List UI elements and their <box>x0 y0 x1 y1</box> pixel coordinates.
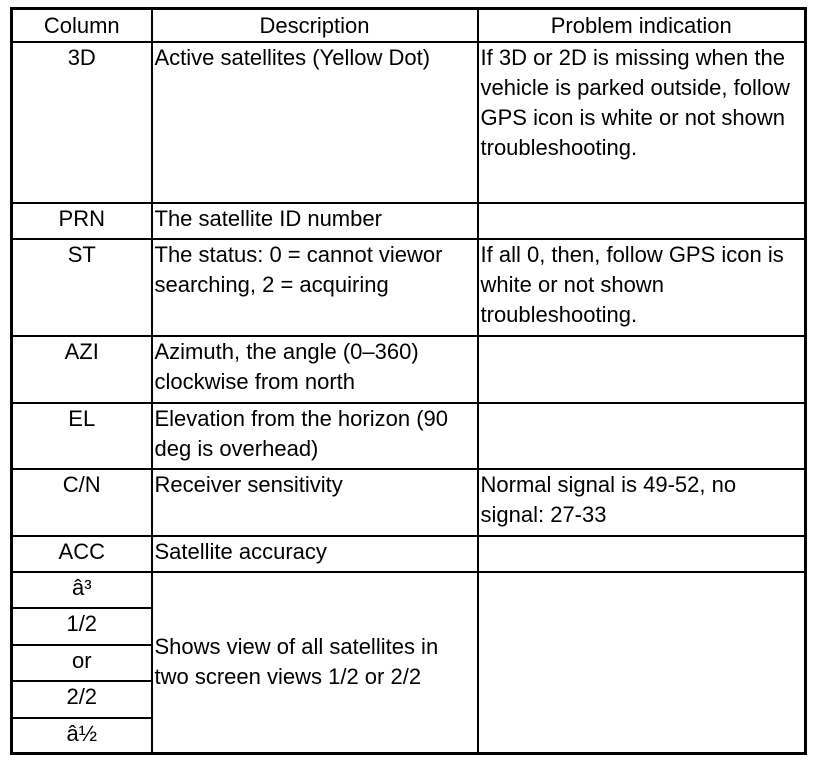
table-row <box>12 403 806 469</box>
pager-column-up-arrow: â³ <box>12 572 152 608</box>
pager-column-or: or <box>12 645 152 681</box>
row-column-st: ST <box>12 239 152 336</box>
table-row <box>12 203 806 239</box>
row-column-el: EL <box>12 403 152 469</box>
header-description: Description <box>152 9 478 43</box>
row-problem <box>478 403 806 469</box>
row-problem: If 3D or 2D is missing when the vehicle is parked outside, follow GPS icon is white or not shown troubleshooting. <box>478 42 806 203</box>
row-column-azi: AZI <box>12 336 152 403</box>
header-problem-indication: Problem indication <box>478 9 806 43</box>
table-row <box>12 469 806 536</box>
table-row <box>12 42 806 203</box>
row-description: Satellite accuracy <box>152 536 478 572</box>
pager-column-down-arrow: â½ <box>12 718 152 753</box>
row-column-3d: 3D <box>12 42 152 203</box>
table-header-row <box>12 9 806 43</box>
pager-column-page-1: 1/2 <box>12 608 152 645</box>
row-description: Receiver sensitivity <box>152 469 478 536</box>
row-problem <box>478 203 806 239</box>
pager-column-page-2: 2/2 <box>12 681 152 718</box>
row-problem: If all 0, then, follow GPS icon is white or not shown troubleshooting. <box>478 239 806 336</box>
table-row <box>12 239 806 336</box>
table-row <box>12 572 806 608</box>
table-row <box>12 336 806 403</box>
row-problem: Normal signal is 49-52, no signal: 27-33 <box>478 469 806 536</box>
row-description: The satellite ID number <box>152 203 478 239</box>
row-description: Elevation from the horizon (90 deg is overhead) <box>152 403 478 469</box>
row-description: The status: 0 = cannot viewor searching, 2 = acquiring <box>152 239 478 336</box>
row-description: Azimuth, the angle (0–360) clockwise from north <box>152 336 478 403</box>
table-row <box>12 536 806 572</box>
header-column: Column <box>12 9 152 43</box>
row-column-cn: C/N <box>12 469 152 536</box>
row-column-acc: ACC <box>12 536 152 572</box>
row-problem <box>478 336 806 403</box>
row-column-prn: PRN <box>12 203 152 239</box>
pager-problem <box>478 572 806 753</box>
row-description: Active satellites (Yellow Dot) <box>152 42 478 203</box>
pager-description: Shows view of all satellites in two screen views 1/2 or 2/2 <box>152 572 478 753</box>
row-problem <box>478 536 806 572</box>
gps-satellite-table <box>10 7 807 755</box>
